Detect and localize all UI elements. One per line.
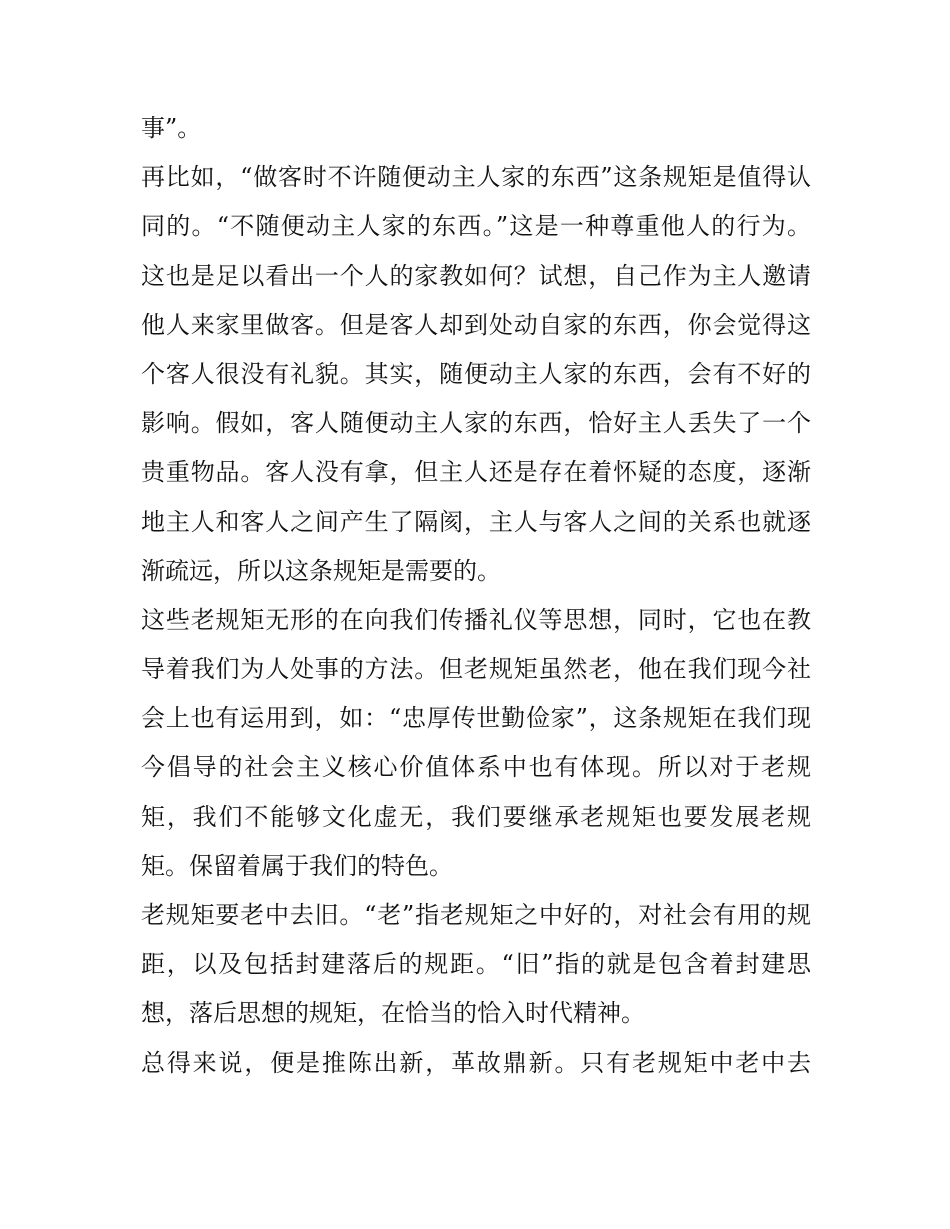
document-body [141, 104, 811, 1088]
text-line: 这些老规矩无形的在向我们传播礼仪等思想，同时，它也在教 [141, 605, 811, 634]
text-line: 矩，我们不能够文化虚无，我们要继承老规矩也要发展老规 [141, 802, 811, 831]
text-line: 导着我们为人处事的方法。但老规矩虽然老，他在我们现今社 [141, 655, 811, 684]
text-line: 想，落后思想的规矩，在恰当的恰入时代精神。 [141, 999, 645, 1028]
text-line: 这也是足以看出一个人的家教如何？试想，自己作为主人邀请 [141, 261, 811, 290]
text-line: 事”。 [141, 114, 202, 142]
text-line: 个客人很没有礼貌。其实，随便动主人家的东西，会有不好的 [141, 359, 811, 388]
text-line: 距，以及包括封建落后的规距。“旧”指的就是包含着封建思 [141, 950, 811, 979]
text-line: 地主人和客人之间产生了隔阂，主人与客人之间的关系也就逐 [141, 507, 811, 536]
text-line: 贵重物品。客人没有拿，但主人还是存在着怀疑的态度，逐渐 [141, 458, 811, 487]
text-line: 老规矩要老中去旧。“老”指老规矩之中好的，对社会有用的规 [141, 901, 811, 929]
text-line: 矩。保留着属于我们的特色。 [141, 851, 453, 880]
text-line: 他人来家里做客。但是客人却到处动自家的东西，你会觉得这 [141, 310, 811, 339]
text-line: 今倡导的社会主义核心价值体系中也有体现。所以对于老规 [141, 753, 811, 782]
text-line: 总得来说，便是推陈出新，革故鼎新。只有老规矩中老中去 [141, 1048, 811, 1077]
text-line: 再比如，“做客时不许随便动主人家的东西”这条规矩是值得认 [141, 163, 811, 192]
text-line: 渐疏远，所以这条规矩是需要的。 [141, 556, 501, 585]
text-line: 影响。假如，客人随便动主人家的东西，恰好主人丢失了一个 [141, 409, 811, 438]
text-line: 会上也有运用到，如：“忠厚传世勤俭家”，这条规矩在我们现 [141, 704, 811, 733]
text-line: 同的。“不随便动主人家的东西。”这是一种尊重他人的行为。 [141, 212, 811, 241]
